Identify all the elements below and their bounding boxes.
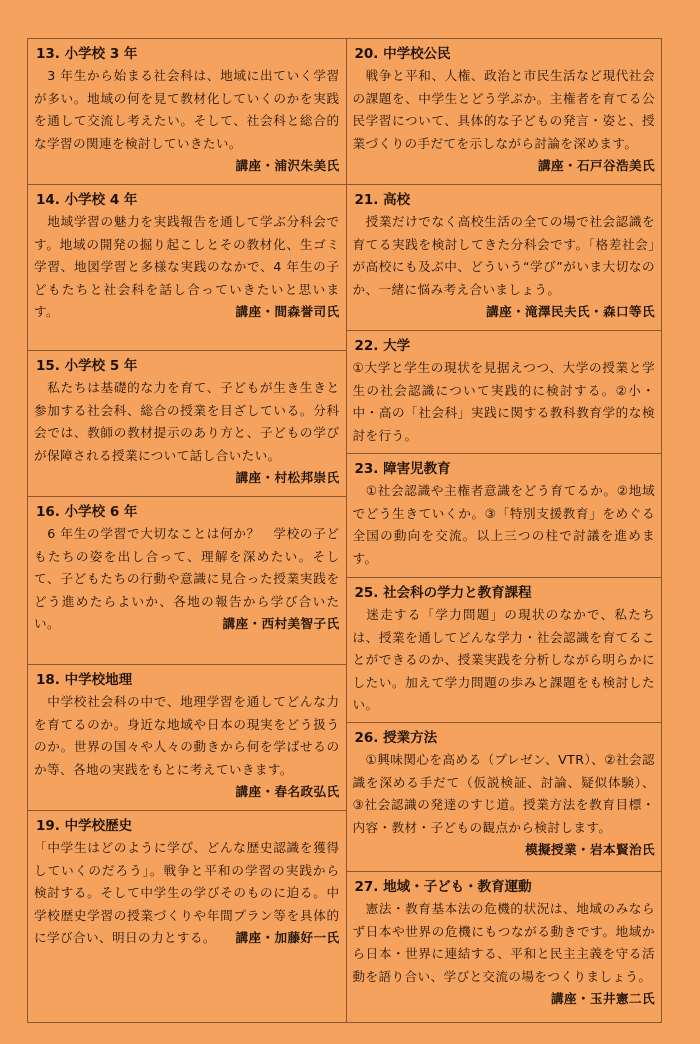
section-25	[347, 577, 662, 722]
section-title: 18. 中学校地理	[36, 672, 133, 688]
section-text: 地域学習の魅力を実践報告を通して学ぶ分科会です。地域の開発の掘り起こしとその教材化、生ゴミ学習、地図学習と多様な実践のなかで、4 年生の子どもたちと社会科を話し合っていきたいと思います。	[34, 214, 340, 319]
section-body: ①大学と学生の現状を見据えつつ、大学の授業と学生の社会認識について実践的に検討する。②小・中・高の「社会科」実践に関する教科教育学的な検討を行う。	[352, 360, 655, 443]
lecturer-name: 講座・加藤好一氏	[235, 930, 340, 945]
section-26	[347, 722, 662, 871]
section-23	[347, 453, 662, 577]
lecturer-name: 講座・玉井憲二氏	[551, 991, 655, 1006]
section-body	[34, 523, 340, 636]
section-text: 私たちは基礎的な力を育て、子どもが生き生きと参加する社会科、総合の授業を目ざしている。分科会では、教師の教材提示のあり方と、子どもの学びが保障される授業について話し合いたい。	[34, 380, 340, 463]
section-16	[28, 496, 346, 664]
section-text: 憲法・教育基本法の危機的状況は、地域のみならず日本や世界の危機にもつながる動きです。地域から日本・世界に連結する、平和と民主主義を守る活動を語り合い、学びと交流の場をつくりましょう。	[352, 901, 655, 984]
section-text: 授業だけでなく高校生活の全ての場で社会認識を育てる実践を検討してきた分科会です。「格差社会」が高校にも及ぶ中、どういう“学び”がいま大切なのか、一緒に悩み考え合いましょう。	[352, 214, 655, 297]
section-title: 13. 小学校 3 年	[36, 46, 138, 62]
left-column	[28, 38, 347, 1022]
section-22	[347, 330, 662, 453]
section-title: 23. 障害児教育	[354, 461, 451, 477]
section-27	[347, 871, 662, 1022]
section-20	[347, 38, 662, 184]
section-title: 14. 小学校 4 年	[36, 192, 138, 208]
section-15	[28, 350, 346, 496]
section-text: 中学校社会科の中で、地理学習を通してどんな力を育てるのか。身近な地域や日本の現実をどう扱うのか。世界の国々や人々の動きから何を学ばせるのか等、各地の実践をもとに考えていきます。	[34, 694, 340, 777]
lecturer-name: 講座・滝澤民夫氏・森口等氏	[486, 304, 655, 319]
lecturer-name: 講座・村松邦崇氏	[235, 470, 340, 485]
section-14	[28, 184, 346, 350]
section-body	[34, 837, 340, 950]
section-title: 16. 小学校 6 年	[36, 504, 138, 520]
lecturer-name: 講座・石戸谷浩美氏	[538, 158, 655, 173]
section-body	[353, 749, 656, 862]
section-title: 21. 高校	[354, 192, 411, 208]
section-18	[28, 664, 346, 810]
lecturer-name: 講座・春名政弘氏	[235, 784, 340, 799]
section-body: 迷走する「学力問題」の現状のなかで、私たちは、授業を通してどんな学力・社会認識を育てることができるのか、授業実践を分析しながら明らかにしたい。加えて学力問題の歩みと課題をも検討したい。	[352, 607, 655, 712]
lecturer-name: 模擬授業・岩本賢治氏	[525, 842, 655, 857]
section-body: ①社会認識や主権者意識をどう育てるか。②地域でどう生きていくか。③「特別支援教育」をめぐる全国の動向を交流。以上三つの柱で討議を進めます。	[352, 483, 655, 566]
section-body	[353, 65, 656, 178]
section-title: 20. 中学校公民	[354, 46, 451, 62]
right-column	[347, 38, 663, 1022]
section-title: 25. 社会科の学力と教育課程	[354, 585, 532, 601]
section-body	[34, 211, 340, 324]
section-body	[34, 377, 340, 490]
lecturer-name: 講座・浦沢朱美氏	[235, 158, 340, 173]
section-text: 3 年生から始まる社会科は、地域に出ていく学習が多い。地域の何を見て教材化していくのかを実践を通して交流し考えたい。そして、社会科と総合的な学習の関連を検討していきたい。	[34, 68, 340, 151]
section-body	[34, 691, 340, 804]
section-text: 戦争と平和、人権、政治と市民生活など現代社会の課題を、中学生とどう学ぶか。主権者を育てる公民学習について、具体的な子どもの発言・姿と、授業づくりの手だてを示しながら討論を深めます。	[352, 68, 655, 151]
section-21	[347, 184, 662, 330]
section-body	[34, 65, 340, 178]
section-text: 「中学生はどのように学び、どんな歴史認識を獲得していくのだろう」。戦争と平和の学習の実践から検討する。そして中学生の学びそのものに迫る。中学校歴史学習の授業づくりや年間プラン等を具体的に学び合い、明日の力とする。	[34, 840, 340, 945]
section-text: ①興味関心を高める（プレゼン、VTR）、②社会認識を深める手だて（仮説検証、討論、疑似体験）、③社会認識の発達のすじ道。授業方法を教育目標・内容・教材・子どもの観点から検討します。	[352, 752, 655, 835]
lecturer-name: 講座・間森誉司氏	[235, 304, 340, 319]
section-body	[353, 211, 656, 324]
section-title: 27. 地域・子ども・教育運動	[354, 879, 532, 895]
lecturer-name: 講座・西村美智子氏	[222, 616, 340, 631]
section-title: 15. 小学校 5 年	[36, 358, 138, 374]
section-text: 6 年生の学習で大切なことは何か？ 学校の子どもたちの姿を出し合って、理解を深めたい。そして、子どもたちの行動や意識に見合った授業実践をどう進めたらよいか、各地の報告から学び合いたい。	[34, 526, 340, 631]
section-19	[28, 810, 346, 1022]
section-title: 26. 授業方法	[354, 730, 438, 746]
section-body	[353, 898, 656, 1011]
section-title: 19. 中学校歴史	[36, 818, 133, 834]
schedule-sheet	[27, 38, 662, 1023]
section-title: 22. 大学	[354, 338, 411, 354]
section-13	[28, 38, 346, 184]
